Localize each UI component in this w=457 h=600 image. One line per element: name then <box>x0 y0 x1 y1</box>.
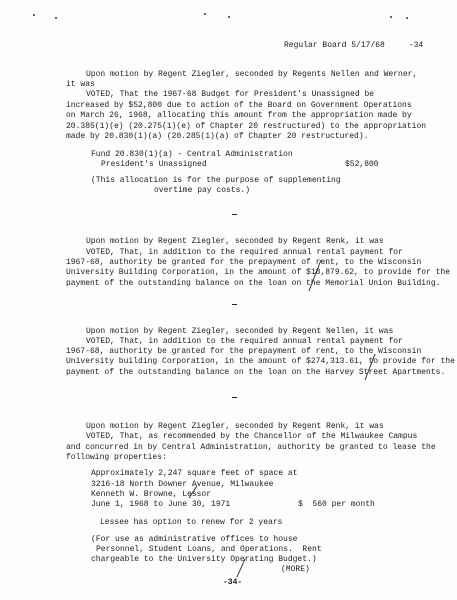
use-line: Personnel, Student Loans, and Operations. Rent <box>96 545 322 554</box>
motion-line: following properties: <box>66 453 167 462</box>
scan-speck <box>228 16 230 18</box>
scan-speck <box>33 14 35 16</box>
scan-speck <box>55 17 57 19</box>
motion-line: payment of the outstanding balance on the loan on the Harvey Street Apartments. <box>66 368 446 377</box>
allocation-note: overtime pay costs.) <box>154 186 251 195</box>
motion-line: VOTED, That, as recommended by the Chancellor of the Milwaukee Campus <box>86 432 418 441</box>
property-line: Approximately 2,247 square feet of space at <box>91 469 298 478</box>
fund-amount: $52,800 <box>345 160 379 169</box>
check-mark <box>234 557 248 579</box>
scan-speck <box>204 13 206 15</box>
section-divider <box>232 214 237 215</box>
motion-line: payment of the outstanding balance on the loan on the Memorial Union Building. <box>66 279 441 288</box>
motion-line: VOTED, That, in addition to the required annual rental payment for <box>86 337 403 346</box>
use-line: (For use as administrative offices to house <box>91 535 298 544</box>
motion-line: Upon motion by Regent Ziegler, seconded by Regent Renk, it was <box>86 237 384 246</box>
rent-amount: $ 560 per month <box>298 500 375 509</box>
fund-line: Fund 20.830(1)(a) - Central Administration <box>91 150 293 159</box>
motion-line: made by 20.830(1)(a) (20.285(1)(a) of Chapter 20 restructured). <box>66 132 369 141</box>
fund-line: President's Unassigned <box>101 160 207 169</box>
motion-line: Upon motion by Regent Ziegler, seconded by Regent Renk, it was <box>86 422 384 431</box>
property-line: June 1, 1968 to June 30, 1971 <box>91 500 231 509</box>
scan-speck <box>390 16 392 18</box>
use-line: chargeable to the University Operating Budget.) <box>91 555 317 564</box>
page-header: Regular Board 5/17/68 -34 <box>284 41 424 50</box>
check-mark <box>186 484 200 500</box>
page-number: -34- <box>223 578 243 587</box>
motion-line: it was <box>66 80 95 89</box>
renewal-option: Lessee has option to renew for 2 years <box>100 518 283 527</box>
scan-speck <box>406 17 408 19</box>
motion-line: University building Corporation, in the amount of $274,313.61, to provide for the <box>66 357 455 366</box>
motion-line: University Building Corporation, in the amount of $18,879.62, to provide for the <box>66 268 451 277</box>
property-line: Kenneth W. Browne, Lessor <box>91 490 212 499</box>
motion-line: VOTED, That, in addition to the required annual rental payment for <box>86 248 403 257</box>
property-line: 3216-18 North Downer Avenue, Milwaukee <box>91 480 274 489</box>
section-divider <box>232 397 237 398</box>
motion-line: Upon motion by Regent Ziegler, seconded by Regent Nellen, it was <box>86 327 394 336</box>
motion-line: Upon motion by Regent Ziegler, seconded by Regents Nellen and Werner, <box>86 70 418 79</box>
motion-line: increased by $52,800 due to action of the Board on Government Operations <box>66 101 412 110</box>
motion-line: on March 26, 1968, allocating this amount from the appropriation made by <box>66 111 412 120</box>
section-divider <box>232 304 237 305</box>
check-mark <box>362 352 378 382</box>
motion-line: and concurred in by Central Administration, authority be granted to lease the <box>66 443 436 452</box>
motion-line: 1967-68, authority be granted for the prepayment of rent, to the Wisconsin <box>66 347 422 356</box>
motion-line: 20.385(1)(e) (20.275(1)(e) of Chapter 20 restructured) to the appropriation <box>66 122 427 131</box>
allocation-note: (This allocation is for the purpose of supplementing <box>91 176 341 185</box>
more-indicator: (MORE) <box>281 565 310 574</box>
motion-line: VOTED, That the 1967-68 Budget for President's Unassigned be <box>86 90 375 99</box>
check-mark <box>306 258 324 294</box>
motion-line: 1967-68, authority be granted for the prepayment of rent, to the Wisconsin <box>66 258 422 267</box>
